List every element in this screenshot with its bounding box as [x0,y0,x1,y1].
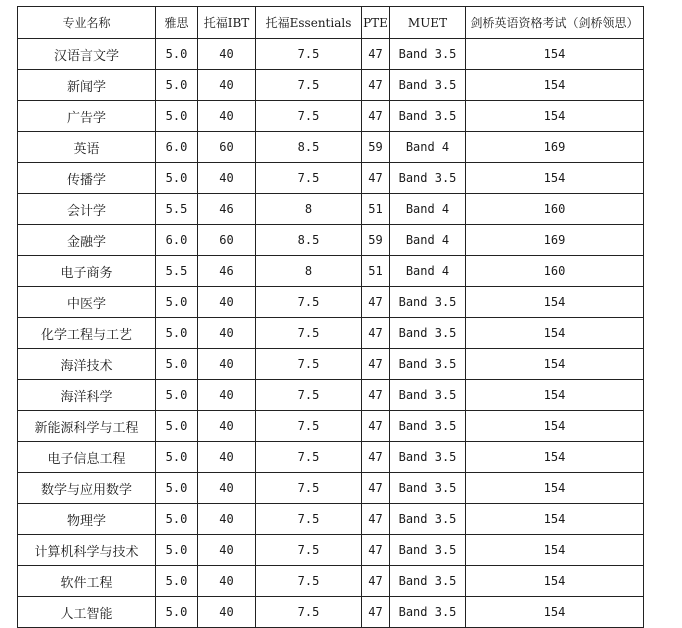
cell-major: 人工智能 [18,597,156,628]
cell-major: 金融学 [18,225,156,256]
cell-muet: Band 3.5 [390,380,466,411]
cell-toefl-ibt: 40 [198,411,256,442]
cell-major: 广告学 [18,101,156,132]
cell-toefl-ibt: 46 [198,194,256,225]
cell-pte: 47 [362,566,390,597]
cell-major: 软件工程 [18,566,156,597]
cell-major: 传播学 [18,163,156,194]
cell-muet: Band 3.5 [390,473,466,504]
cell-ielts: 5.0 [156,504,198,535]
cell-cambridge: 154 [466,504,644,535]
cell-toefl-essentials: 7.5 [256,566,362,597]
cell-muet: Band 3.5 [390,411,466,442]
cell-major: 会计学 [18,194,156,225]
table-row [18,504,644,535]
cell-ielts: 5.0 [156,39,198,70]
header-toefl-essentials: 托福Essentials [256,7,362,39]
cell-ielts: 5.0 [156,535,198,566]
cell-toefl-ibt: 40 [198,380,256,411]
cell-toefl-essentials: 8.5 [256,225,362,256]
cell-toefl-essentials: 7.5 [256,473,362,504]
cell-muet: Band 3.5 [390,318,466,349]
cell-toefl-ibt: 46 [198,256,256,287]
cell-muet: Band 3.5 [390,70,466,101]
cell-ielts: 5.0 [156,411,198,442]
cell-cambridge: 154 [466,566,644,597]
cell-toefl-essentials: 7.5 [256,318,362,349]
cell-cambridge: 154 [466,101,644,132]
cell-muet: Band 3.5 [390,442,466,473]
table-body [18,39,644,628]
table-row [18,566,644,597]
cell-muet: Band 3.5 [390,101,466,132]
cell-pte: 47 [362,380,390,411]
cell-pte: 47 [362,411,390,442]
cell-muet: Band 3.5 [390,566,466,597]
cell-toefl-essentials: 7.5 [256,287,362,318]
cell-pte: 47 [362,101,390,132]
header-major: 专业名称 [18,7,156,39]
cell-major: 英语 [18,132,156,163]
cell-toefl-ibt: 40 [198,442,256,473]
cell-toefl-ibt: 40 [198,473,256,504]
cell-major: 海洋科学 [18,380,156,411]
cell-major: 新能源科学与工程 [18,411,156,442]
header-ielts: 雅思 [156,7,198,39]
cell-major: 电子商务 [18,256,156,287]
cell-major: 电子信息工程 [18,442,156,473]
cell-cambridge: 169 [466,132,644,163]
cell-ielts: 5.0 [156,163,198,194]
cell-pte: 47 [362,318,390,349]
cell-toefl-essentials: 8.5 [256,132,362,163]
cell-pte: 51 [362,256,390,287]
cell-cambridge: 169 [466,225,644,256]
cell-toefl-essentials: 7.5 [256,101,362,132]
cell-cambridge: 154 [466,473,644,504]
cell-toefl-ibt: 40 [198,535,256,566]
cell-cambridge: 160 [466,256,644,287]
cell-toefl-essentials: 7.5 [256,380,362,411]
cell-pte: 47 [362,504,390,535]
table-row [18,597,644,628]
cell-toefl-ibt: 40 [198,163,256,194]
table-row [18,101,644,132]
cell-pte: 47 [362,597,390,628]
cell-major: 汉语言文学 [18,39,156,70]
cell-ielts: 5.5 [156,194,198,225]
cell-muet: Band 4 [390,132,466,163]
table-row [18,132,644,163]
cell-toefl-essentials: 8 [256,256,362,287]
cell-ielts: 5.0 [156,597,198,628]
cell-ielts: 5.5 [156,256,198,287]
cell-toefl-ibt: 40 [198,70,256,101]
table-row [18,194,644,225]
cell-major: 计算机科学与技术 [18,535,156,566]
cell-pte: 47 [362,163,390,194]
cell-major: 物理学 [18,504,156,535]
requirements-table-container [17,6,643,628]
cell-ielts: 5.0 [156,70,198,101]
cell-toefl-essentials: 7.5 [256,39,362,70]
cell-ielts: 5.0 [156,442,198,473]
language-requirements-table [17,6,644,628]
cell-muet: Band 3.5 [390,504,466,535]
cell-pte: 59 [362,132,390,163]
cell-pte: 47 [362,39,390,70]
cell-toefl-ibt: 40 [198,566,256,597]
table-row [18,349,644,380]
cell-cambridge: 154 [466,70,644,101]
cell-cambridge: 154 [466,380,644,411]
table-row [18,163,644,194]
cell-ielts: 6.0 [156,225,198,256]
cell-toefl-essentials: 7.5 [256,349,362,380]
cell-toefl-ibt: 40 [198,101,256,132]
cell-cambridge: 154 [466,442,644,473]
cell-ielts: 5.0 [156,566,198,597]
cell-muet: Band 3.5 [390,597,466,628]
table-row [18,473,644,504]
cell-muet: Band 3.5 [390,349,466,380]
cell-toefl-ibt: 40 [198,504,256,535]
header-toefl-ibt: 托福IBT [198,7,256,39]
cell-pte: 47 [362,349,390,380]
cell-toefl-essentials: 7.5 [256,70,362,101]
cell-toefl-essentials: 7.5 [256,163,362,194]
cell-toefl-essentials: 8 [256,194,362,225]
cell-cambridge: 160 [466,194,644,225]
cell-cambridge: 154 [466,39,644,70]
cell-cambridge: 154 [466,163,644,194]
table-row [18,287,644,318]
cell-toefl-essentials: 7.5 [256,535,362,566]
cell-toefl-ibt: 40 [198,39,256,70]
table-row [18,442,644,473]
cell-muet: Band 3.5 [390,39,466,70]
table-row [18,256,644,287]
cell-major: 化学工程与工艺 [18,318,156,349]
cell-muet: Band 3.5 [390,535,466,566]
cell-pte: 51 [362,194,390,225]
header-cambridge: 剑桥英语资格考试（剑桥领思） [466,7,644,39]
cell-major: 海洋技术 [18,349,156,380]
cell-cambridge: 154 [466,318,644,349]
cell-muet: Band 4 [390,194,466,225]
cell-muet: Band 4 [390,225,466,256]
cell-muet: Band 4 [390,256,466,287]
cell-toefl-essentials: 7.5 [256,411,362,442]
cell-ielts: 5.0 [156,101,198,132]
cell-pte: 47 [362,70,390,101]
cell-pte: 59 [362,225,390,256]
cell-cambridge: 154 [466,597,644,628]
cell-pte: 47 [362,473,390,504]
table-row [18,318,644,349]
table-row [18,225,644,256]
cell-ielts: 5.0 [156,287,198,318]
cell-cambridge: 154 [466,349,644,380]
cell-ielts: 6.0 [156,132,198,163]
table-row [18,70,644,101]
cell-toefl-ibt: 60 [198,132,256,163]
cell-toefl-essentials: 7.5 [256,597,362,628]
cell-toefl-ibt: 40 [198,349,256,380]
cell-ielts: 5.0 [156,318,198,349]
table-row [18,411,644,442]
table-row [18,39,644,70]
cell-cambridge: 154 [466,535,644,566]
cell-pte: 47 [362,287,390,318]
table-row [18,380,644,411]
header-row [18,7,644,39]
cell-ielts: 5.0 [156,380,198,411]
header-pte: PTE [362,7,390,39]
cell-toefl-essentials: 7.5 [256,504,362,535]
cell-pte: 47 [362,442,390,473]
cell-cambridge: 154 [466,287,644,318]
table-row [18,535,644,566]
cell-major: 数学与应用数学 [18,473,156,504]
cell-cambridge: 154 [466,411,644,442]
cell-ielts: 5.0 [156,349,198,380]
cell-pte: 47 [362,535,390,566]
cell-toefl-ibt: 40 [198,287,256,318]
cell-toefl-ibt: 60 [198,225,256,256]
header-muet: MUET [390,7,466,39]
cell-major: 中医学 [18,287,156,318]
cell-major: 新闻学 [18,70,156,101]
cell-muet: Band 3.5 [390,287,466,318]
cell-toefl-ibt: 40 [198,318,256,349]
cell-toefl-ibt: 40 [198,597,256,628]
cell-muet: Band 3.5 [390,163,466,194]
cell-toefl-essentials: 7.5 [256,442,362,473]
cell-ielts: 5.0 [156,473,198,504]
